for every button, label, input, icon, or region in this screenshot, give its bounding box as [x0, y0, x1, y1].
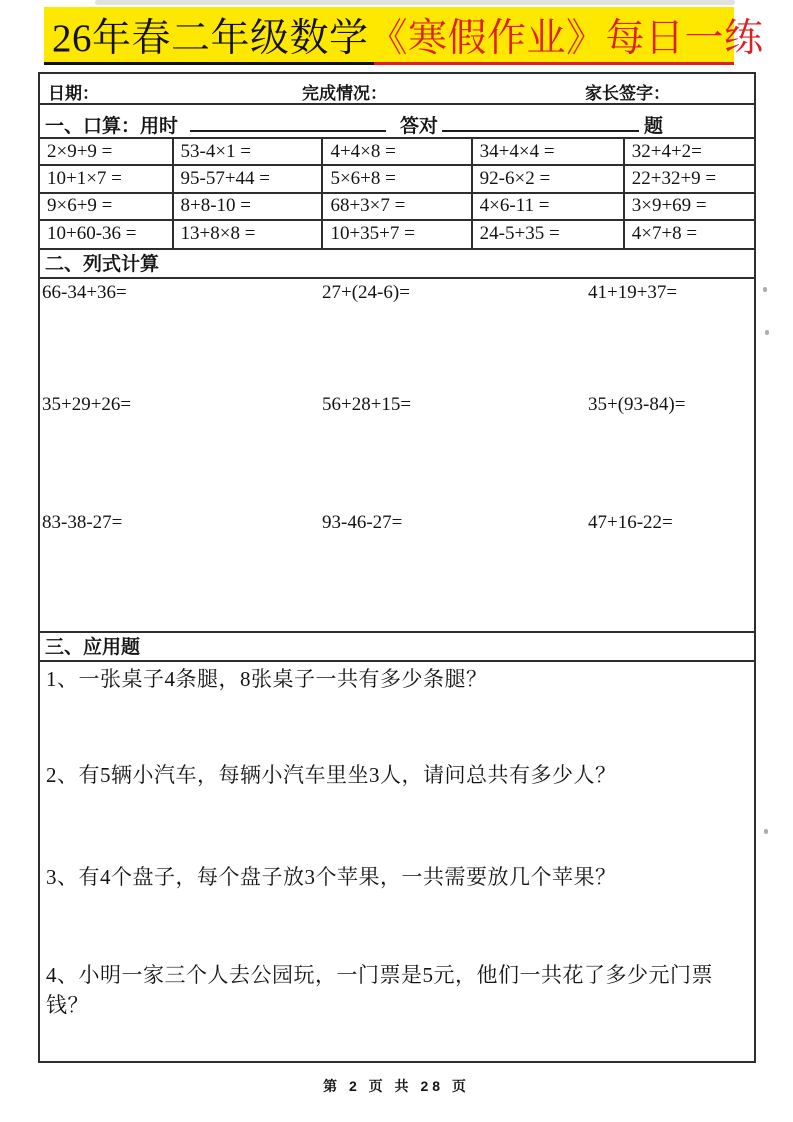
oral-problem: 3×9+69 = — [625, 194, 754, 221]
word-problem-section-header: 三、应用题 — [40, 631, 754, 662]
info-header-row — [40, 74, 754, 105]
oral-problem: 10+60-36 = — [40, 221, 174, 248]
oral-problem: 22+32+9 = — [625, 166, 754, 193]
page-title — [44, 7, 764, 63]
oral-problem: 95-57+44 = — [174, 166, 324, 193]
column-problem: 56+28+15= — [322, 394, 412, 415]
title-grade-part: 26年春二年级数学 — [52, 17, 369, 60]
column-problem: 35+29+26= — [42, 394, 132, 415]
oral-problem: 9×6+9 = — [40, 194, 174, 221]
column-problem: 27+(24-6)= — [322, 282, 410, 303]
word-problem-4: 4、小明一家三个人去公园玩，一门票是5元，他们一共花了多少元门票钱？ — [46, 963, 713, 1018]
parent-signature-label: 家长签字： — [585, 84, 670, 103]
column-problem: 41+19+37= — [588, 282, 678, 303]
oral-problem: 4×6-11 = — [473, 194, 625, 221]
oral-problem: 4+4×8 = — [323, 139, 472, 166]
column-problem: 47+16-22= — [588, 512, 673, 533]
oral-problem: 13+8×8 = — [174, 221, 324, 248]
title-underline-red — [374, 62, 734, 65]
oral-math-grid — [40, 139, 754, 248]
oral-heading: 一、口算：用时 — [45, 116, 179, 137]
completion-label: 完成情况： — [302, 84, 387, 103]
questions-unit-label: 题 — [644, 116, 664, 137]
oral-section-header — [40, 105, 754, 139]
oral-problem: 10+35+7 = — [323, 221, 472, 248]
time-blank-line — [190, 130, 386, 132]
answered-label: 答对 — [400, 116, 439, 137]
oral-problem: 2×9+9 = — [40, 139, 174, 166]
scan-speck — [764, 829, 768, 834]
answered-blank-line — [442, 130, 639, 132]
column-calc-section-header: 二、列式计算 — [40, 248, 754, 279]
title-workbook-part: 《寒假作业》每日一练 — [368, 17, 764, 60]
oral-problem: 34+4×4 = — [473, 139, 625, 166]
oral-problem: 8+8-10 = — [174, 194, 324, 221]
column-problem: 83-38-27= — [42, 512, 123, 533]
word-problem-1: 1、一张桌子4条腿，8张桌子一共有多少条腿？ — [46, 667, 488, 691]
oral-problem: 24-5+35 = — [473, 221, 625, 248]
oral-problem: 32+4+2= — [625, 139, 754, 166]
date-label: 日期： — [48, 84, 99, 103]
column-problem: 66-34+36= — [42, 282, 127, 303]
word-problem-2: 2、有5辆小汽车，每辆小汽车里坐3人，请问总共有多少人？ — [46, 763, 617, 787]
oral-problem: 68+3×7 = — [323, 194, 472, 221]
column-problem: 35+(93-84)= — [588, 394, 686, 415]
oral-problem: 10+1×7 = — [40, 166, 174, 193]
worksheet-table — [38, 72, 756, 1063]
title-underline-black — [44, 62, 374, 65]
oral-problem: 53-4×1 = — [174, 139, 324, 166]
scan-speck — [765, 330, 769, 335]
oral-problem: 4×7+8 = — [631, 223, 698, 245]
oral-problem: 92-6×2 = — [473, 166, 625, 193]
page-number-footer: 第 2 页 共 28 页 — [323, 1078, 470, 1094]
scan-smear — [95, 0, 735, 5]
oral-problem: 5×6+8 = — [323, 166, 472, 193]
word-problem-3: 3、有4个盘子，每个盘子放3个苹果，一共需要放几个苹果？ — [46, 865, 617, 889]
scan-speck — [763, 287, 767, 292]
column-problem: 93-46-27= — [322, 512, 403, 533]
